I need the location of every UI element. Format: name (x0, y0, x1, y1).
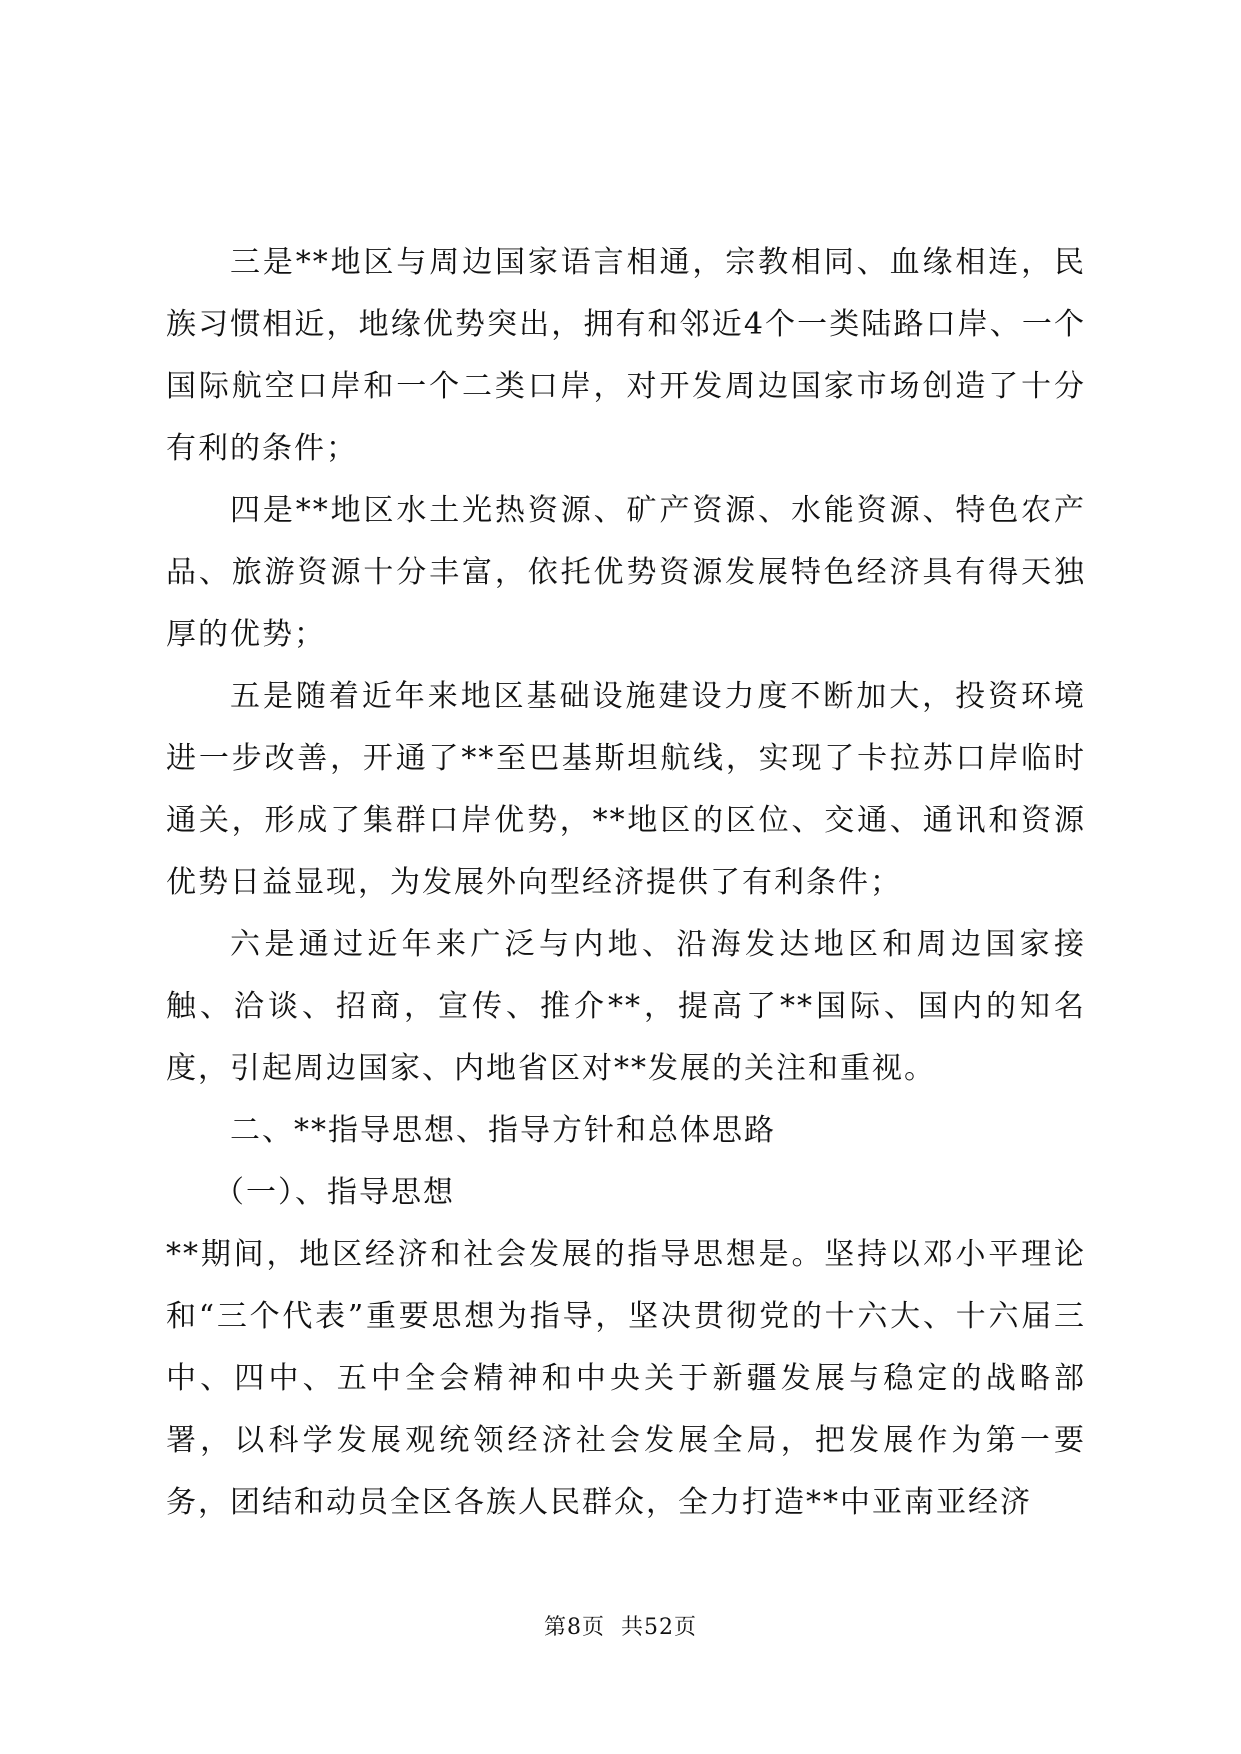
document-body (166, 232, 1086, 1534)
section-heading: 二、**指导思想、指导方针和总体思路 (230, 1113, 776, 1148)
page-number: 第8页 (544, 1615, 605, 1640)
paragraph-6: 六是通过近年来广泛与内地、沿海发达地区和周边国家接触、洽谈、招商，宣传、推介**，提高了**国际、国内的知名度，引起周边国家、内地省区对**发展的关注和重视。 (166, 927, 1086, 1086)
page-total: 共52页 (621, 1615, 697, 1640)
subsection-heading: （一）、指导思想 (214, 1175, 455, 1210)
paragraph-guiding-ideology: **期间，地区经济和社会发展的指导思想是。坚持以邓小平理论和“三个代表”重要思想为指导，坚决贯彻党的十六大、十六届三中、四中、五中全会精神和中央关于新疆发展与稳定的战略部署，以科学发展观统领经济社会发展全局，把发展作为第一要务，团结和动员全区各族人民群众，全力打造**中亚南亚经济 (166, 1237, 1086, 1520)
paragraph-3: 三是**地区与周边国家语言相通，宗教相同、血缘相连，民族习惯相近，地缘优势突出，拥有和邻近4个一类陆路口岸、一个国际航空口岸和一个二类口岸，对开发周边国家市场创造了十分有利的条件； (166, 245, 1086, 466)
paragraph-4: 四是**地区水土光热资源、矿产资源、水能资源、特色农产品、旅游资源十分丰富，依托优势资源发展特色经济具有得天独厚的优势； (166, 493, 1086, 652)
page-footer (0, 1610, 1241, 1641)
paragraph-5: 五是随着近年来地区基础设施建设力度不断加大，投资环境进一步改善，开通了**至巴基斯坦航线，实现了卡拉苏口岸临时通关，形成了集群口岸优势，**地区的区位、交通、通讯和资源优势日益显现，为发展外向型经济提供了有利条件； (166, 679, 1086, 900)
